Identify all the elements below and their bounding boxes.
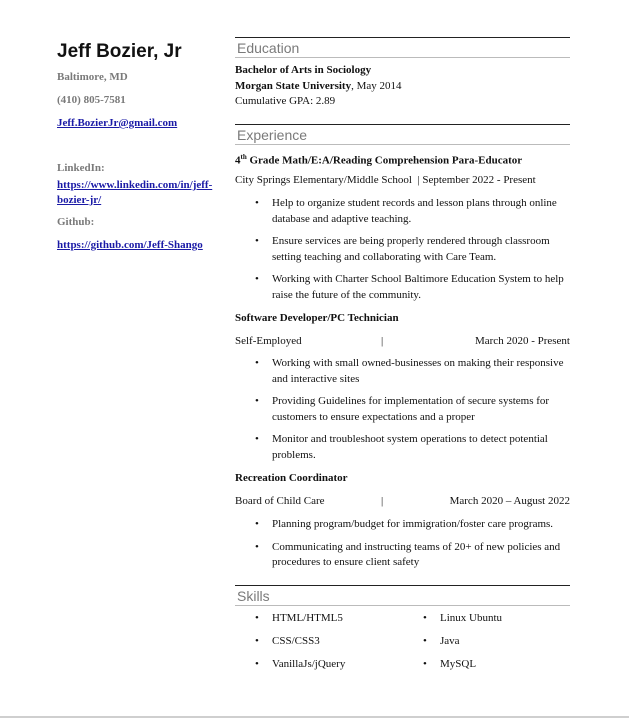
job-title-number: 4 — [235, 154, 241, 167]
skills-heading — [235, 585, 570, 606]
job-title-text: Grade Math/E:A/Reading Comprehension Para-Educator — [246, 154, 523, 167]
school-name: Morgan State University — [235, 79, 352, 92]
job-title — [235, 150, 570, 169]
list-item: • Ensure services are being properly rendered through classroom setting teaching and collaborating with Care Team. — [235, 234, 570, 265]
list-item: • Monitor and troubleshoot system operations to detect potential problems. — [235, 432, 570, 463]
job-dates: September 2022 - Present — [422, 174, 536, 186]
github-label: Github: — [57, 216, 95, 228]
skill-item: • CSS/CSS3 — [235, 634, 320, 649]
education-heading-text: Education — [237, 40, 300, 56]
employer: Self-Employed — [235, 335, 302, 347]
job-dates: March 2020 – August 2022 — [449, 495, 570, 507]
job-title: Recreation Coordinator — [235, 472, 348, 484]
job-employer-line — [235, 494, 570, 510]
job-duties — [235, 196, 570, 303]
page-bottom-border — [0, 716, 629, 718]
job-dates: March 2020 - Present — [474, 335, 570, 347]
employer: City Springs Elementary/Middle School — [235, 174, 412, 186]
candidate-name: Jeff Bozier, Jr — [57, 41, 182, 62]
job-employer-line — [235, 334, 570, 350]
skills-heading-text: Skills — [237, 588, 270, 604]
gpa: Cumulative GPA: 2.89 — [235, 95, 336, 107]
github-link[interactable]: https://github.com/Jeff-Shango — [57, 239, 203, 251]
skill-item: • MySQL — [403, 657, 476, 672]
skill-item: • VanillaJs/jQuery — [235, 657, 345, 672]
list-item: • Communicating and instructing teams of 20+ of new policies and procedures to ensure client safety — [235, 540, 570, 571]
list-item: • Planning program/budget for immigration/foster care programs. — [235, 517, 570, 533]
contact-column — [57, 40, 229, 251]
linkedin-label: LinkedIn: — [57, 162, 105, 174]
skill-item: • Linux Ubuntu — [403, 611, 502, 626]
list-item: • Working with Charter School Baltimore Education System to help raise the future of the community. — [235, 272, 570, 303]
experience-heading — [235, 124, 570, 145]
email-link[interactable]: Jeff.BozierJr@gmail.com — [57, 117, 178, 129]
separator: | — [381, 335, 384, 347]
location: Baltimore, MD — [57, 71, 128, 83]
separator: | — [381, 495, 384, 507]
skill-item: • HTML/HTML5 — [235, 611, 343, 626]
graduation-date: , May 2014 — [351, 79, 402, 92]
employer: Board of Child Care — [235, 495, 325, 507]
job-title: Software Developer/PC Technician — [235, 312, 399, 324]
list-item: • Help to organize student records and lesson plans through online database and adaptive teaching. — [235, 196, 570, 227]
job-duties — [235, 356, 570, 463]
education-details — [235, 63, 570, 110]
job-duties — [235, 517, 570, 571]
phone-number: (410) 805-7581 — [57, 94, 126, 106]
separator: | — [417, 174, 420, 186]
job-title-superscript: th — [240, 153, 247, 161]
list-item: • Providing Guidelines for implementation of secure systems for customers to ensure expectations and a proper — [235, 394, 570, 425]
skill-item: • Java — [403, 634, 460, 649]
list-item: • Working with small owned-businesses on making their responsive and interactive sites — [235, 356, 570, 387]
experience-heading-text: Experience — [237, 127, 308, 143]
degree: Bachelor of Arts in Sociology — [235, 64, 372, 76]
job-employer-line — [235, 173, 570, 189]
school-line — [235, 79, 570, 95]
linkedin-link[interactable]: https://www.linkedin.com/in/jeff-bozier-jr/ — [57, 179, 213, 206]
education-heading — [235, 37, 570, 58]
